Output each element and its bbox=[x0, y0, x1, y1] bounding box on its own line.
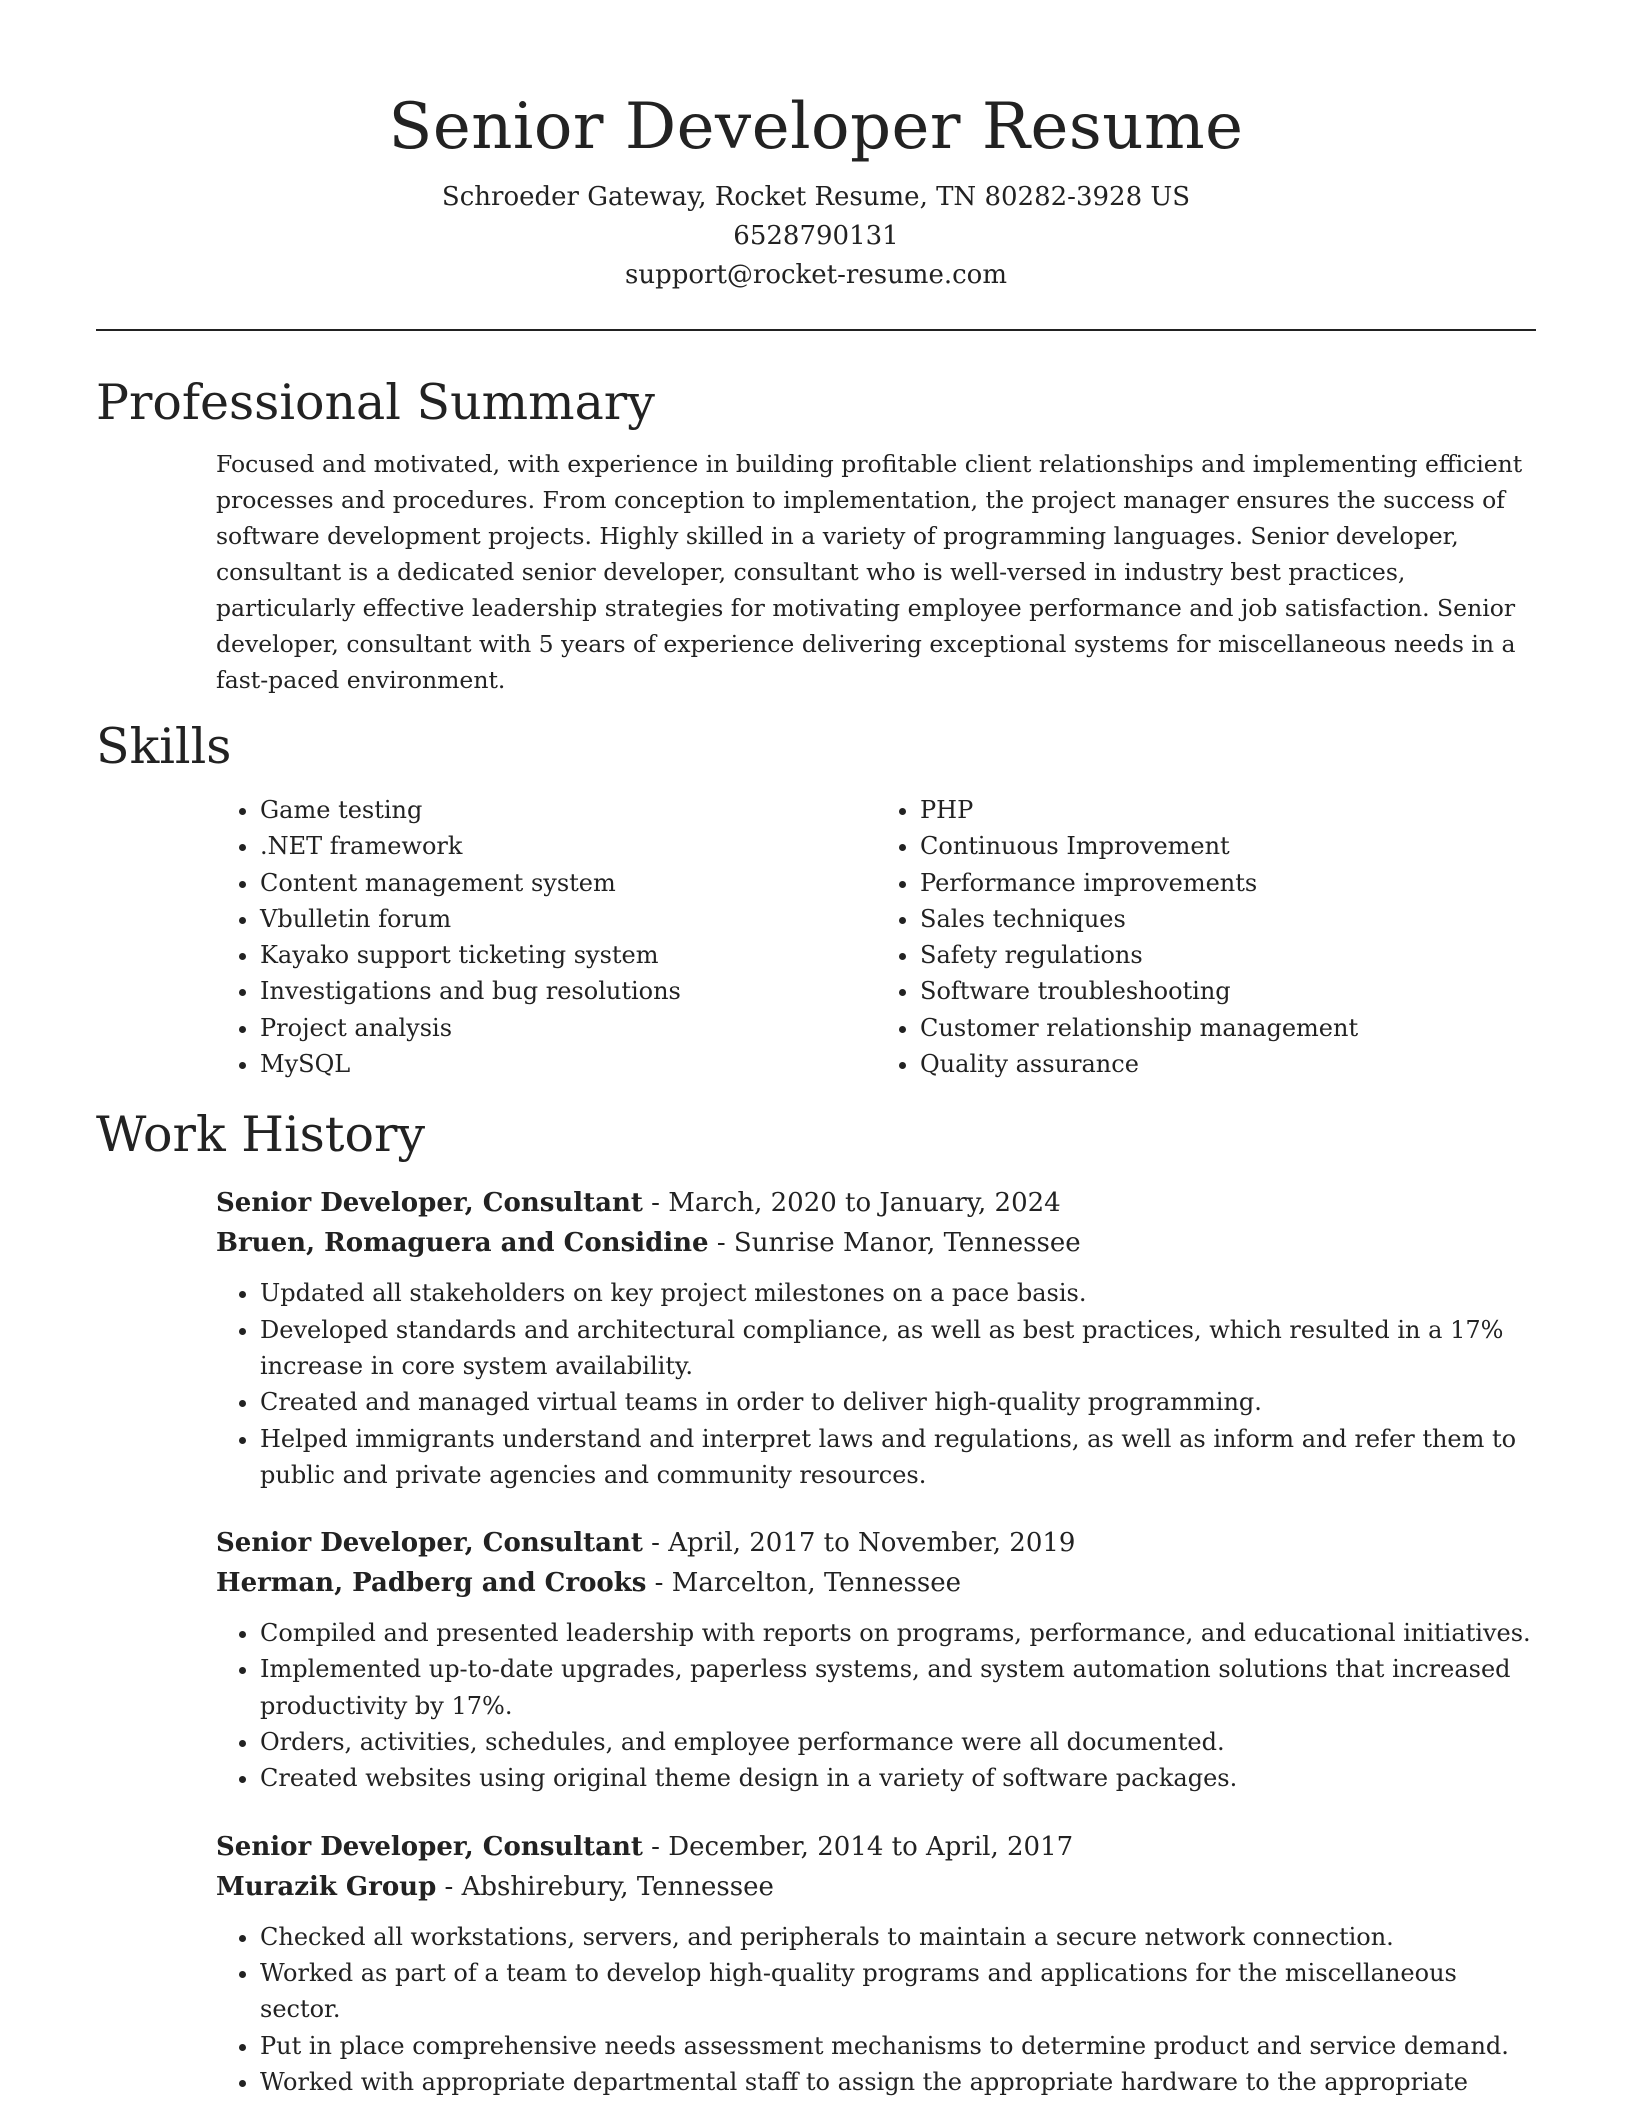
skill-item: • Sales techniques bbox=[920, 901, 1536, 937]
job-company-line bbox=[216, 1563, 1536, 1603]
resume-title: Senior Developer Resume bbox=[388, 90, 1244, 164]
skill-item: • Vbulletin forum bbox=[260, 901, 876, 937]
duty-item: • Updated all stakeholders on key project milestones on a pace basis. bbox=[260, 1275, 1536, 1311]
job-dates: December, 2014 to April, 2017 bbox=[668, 1831, 1074, 1862]
skill-item: • Performance improvements bbox=[920, 865, 1536, 901]
duty-item: • Checked all workstations, servers, and peripherals to maintain a secure network connection. bbox=[260, 1919, 1536, 1955]
job-entry bbox=[216, 1827, 1536, 2100]
job-duties bbox=[216, 1275, 1536, 1493]
contact-info bbox=[96, 178, 1536, 295]
job-dates: March, 2020 to January, 2024 bbox=[668, 1188, 1061, 1219]
separator: - bbox=[436, 1871, 462, 1902]
skill-item: • Software troubleshooting bbox=[920, 973, 1536, 1009]
job-title: Senior Developer, Consultant bbox=[216, 1188, 643, 1219]
skill-item: • .NET framework bbox=[260, 828, 876, 864]
job-entry bbox=[216, 1523, 1536, 1796]
duty-item: • Created and managed virtual teams in order to deliver high-quality programming. bbox=[260, 1384, 1536, 1420]
job-company-line bbox=[216, 1867, 1536, 1907]
skills-list-right bbox=[876, 792, 1536, 1082]
duty-item: • Worked with appropriate departmental staff to assign the appropriate hardware to the appropriate bbox=[260, 2064, 1536, 2100]
contact-address: Schroeder Gateway, Rocket Resume, TN 80282-3928 US bbox=[441, 182, 1191, 212]
job-duties bbox=[216, 1919, 1536, 2100]
job-location: Abshirebury, Tennessee bbox=[461, 1871, 774, 1902]
job-company: Murazik Group bbox=[216, 1871, 437, 1902]
job-title: Senior Developer, Consultant bbox=[216, 1528, 643, 1559]
separator: - bbox=[708, 1228, 734, 1259]
skill-item: • Content management system bbox=[260, 865, 876, 901]
job-title-line bbox=[216, 1183, 1536, 1223]
job-duties bbox=[216, 1615, 1536, 1796]
skill-item: • MySQL bbox=[260, 1046, 876, 1082]
duty-item: • Worked as part of a team to develop high-quality programs and applications for the miscellaneous sector. bbox=[260, 1955, 1536, 2028]
separator: - bbox=[646, 1568, 672, 1599]
separator: - bbox=[642, 1188, 669, 1219]
duty-item: • Helped immigrants understand and interpret laws and regulations, as well as inform and refer them to public and private agencies and community resources. bbox=[260, 1421, 1536, 1494]
job-title: Senior Developer, Consultant bbox=[216, 1831, 643, 1862]
separator: - bbox=[642, 1831, 669, 1862]
resume-header bbox=[96, 0, 1536, 295]
duty-item: • Implemented up-to-date upgrades, paperless systems, and system automation solutions that increased productivity by 17%. bbox=[260, 1651, 1536, 1724]
skill-item: • Game testing bbox=[260, 792, 876, 828]
skill-item: • PHP bbox=[920, 792, 1536, 828]
job-title-line bbox=[216, 1523, 1536, 1563]
job-company-line bbox=[216, 1223, 1536, 1263]
job-entry bbox=[216, 1183, 1536, 1493]
skill-item: • Continuous Improvement bbox=[920, 828, 1536, 864]
skills-columns bbox=[216, 792, 1536, 1082]
summary-heading: Professional Summary bbox=[96, 374, 655, 431]
skill-item: • Quality assurance bbox=[920, 1046, 1536, 1082]
job-dates: April, 2017 to November, 2019 bbox=[668, 1528, 1076, 1559]
skills-list-left bbox=[216, 792, 876, 1082]
skill-item: • Kayako support ticketing system bbox=[260, 937, 876, 973]
resume-page bbox=[96, 0, 1536, 2100]
job-location: Marcelton, Tennessee bbox=[671, 1568, 961, 1599]
skill-item: • Project analysis bbox=[260, 1010, 876, 1046]
duty-item: • Put in place comprehensive needs assessment mechanisms to determine product and service demand. bbox=[260, 2028, 1536, 2064]
skill-item: • Customer relationship management bbox=[920, 1010, 1536, 1046]
work-history-heading: Work History bbox=[96, 1106, 426, 1164]
skill-item: • Safety regulations bbox=[920, 937, 1536, 973]
skill-item: • Investigations and bug resolutions bbox=[260, 973, 876, 1009]
contact-email: support@rocket-resume.com bbox=[624, 260, 1007, 290]
duty-item: • Compiled and presented leadership with reports on programs, performance, and educational initiatives. bbox=[260, 1615, 1536, 1651]
job-company: Bruen, Romaguera and Considine bbox=[216, 1228, 709, 1259]
duty-item: • Orders, activities, schedules, and employee performance were all documented. bbox=[260, 1724, 1536, 1760]
job-title-line bbox=[216, 1827, 1536, 1867]
separator: - bbox=[642, 1528, 669, 1559]
duty-item: • Created websites using original theme design in a variety of software packages. bbox=[260, 1760, 1536, 1796]
duty-item: • Developed standards and architectural compliance, as well as best practices, which resulted in a 17% increase in core system availability. bbox=[260, 1312, 1536, 1385]
summary-text: Focused and motivated, with experience in building profitable client relationships and implementing efficient processes and procedures. From conception to implementation, the project manager ensures the success of software development projects. Highly skilled in a variety of programming languages. Senior developer, consultant is a dedicated senior developer, consultant who is well-versed in industry best practices, particularly effective leadership strategies for motivating employee performance and job satisfaction. Senior developer, consultant with 5 years of experience delivering exceptional systems for miscellaneous needs in a fast-paced environment. bbox=[216, 450, 1523, 694]
job-location: Sunrise Manor, Tennessee bbox=[733, 1228, 1081, 1259]
job-company: Herman, Padberg and Crooks bbox=[216, 1568, 647, 1599]
skills-heading: Skills bbox=[96, 718, 232, 775]
header-divider bbox=[96, 329, 1536, 331]
contact-phone: 6528790131 bbox=[733, 221, 899, 251]
